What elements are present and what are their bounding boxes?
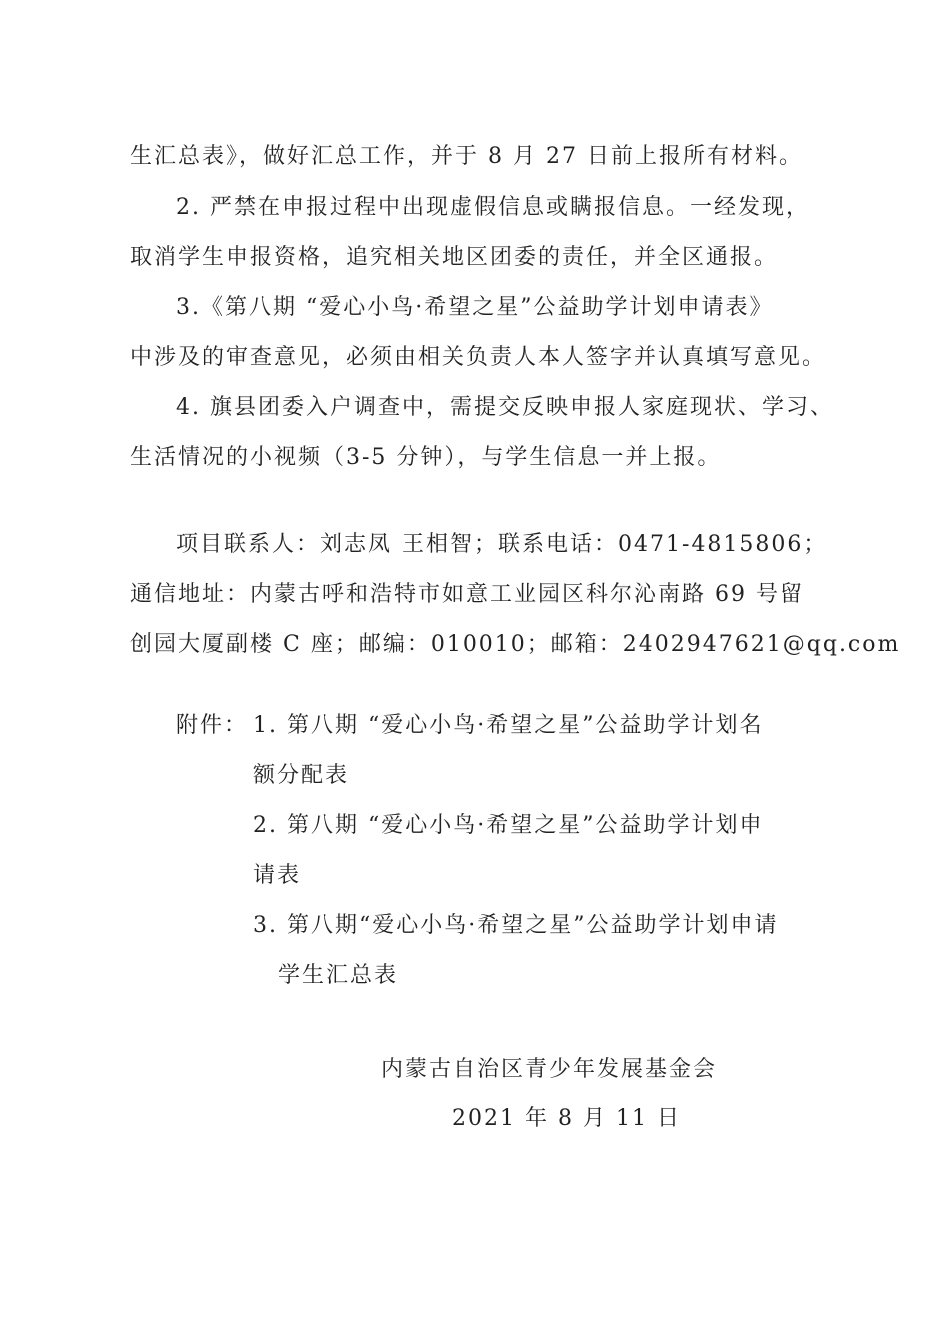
paragraph-2-line-2: 取消学生申报资格，追究相关地区团委的责任，并全区通报。 [130,245,779,270]
contact-postcode-email-line: 创园大厦副楼 C 座；邮编：010010；邮箱：2402947621@qq.com [130,632,901,657]
attachment-1-line-2: 额分配表 [253,763,350,788]
paragraph-3-line-2: 中涉及的审查意见，必须由相关负责人本人签字并认真填写意见。 [130,345,827,370]
paragraph-2-line-1: 2. 严禁在申报过程中出现虚假信息或瞒报信息。一经发现， [176,195,810,220]
attachment-3-line-2: 学生汇总表 [278,963,399,988]
signature-organization: 内蒙古自治区青少年发展基金会 [381,1057,718,1082]
attachment-2-line-2: 请表 [253,863,302,888]
signature-date: 2021 年 8 月 11 日 [452,1106,681,1131]
contact-line-1 [176,530,827,560]
paragraph-4-line-1: 4. 旗县团委入户调查中，需提交反映申报人家庭现状、学习、 [176,395,834,420]
paragraph-4-line-2: 生活情况的小视频（3-5 分钟），与学生信息一并上报。 [130,445,722,470]
paragraph-3-line-1: 3.《第八期 “爱心小鸟·希望之星”公益助学计划申请表》 [176,295,774,320]
attachment-3-line-1: 3. 第八期“爱心小鸟·希望之星”公益助学计划申请 [253,913,779,938]
contact-person-1: 项目联系人：刘志凤 [176,532,393,557]
attachment-2-line-1: 2. 第八期 “爱心小鸟·希望之星”公益助学计划申 [253,813,764,838]
contact-person-2-and-phone: 王相智；联系电话：0471-4815806； [402,532,828,557]
paragraph-1-line-1: 生汇总表》，做好汇总工作，并于 8 月 27 日前上报所有材料。 [130,144,803,169]
attachment-1-line-1: 1. 第八期 “爱心小鸟·希望之星”公益助学计划名 [253,713,764,738]
contact-address-line: 通信地址：内蒙古呼和浩特市如意工业园区科尔沁南路 69 号留 [130,582,804,607]
attachments-label: 附件： [176,713,249,738]
